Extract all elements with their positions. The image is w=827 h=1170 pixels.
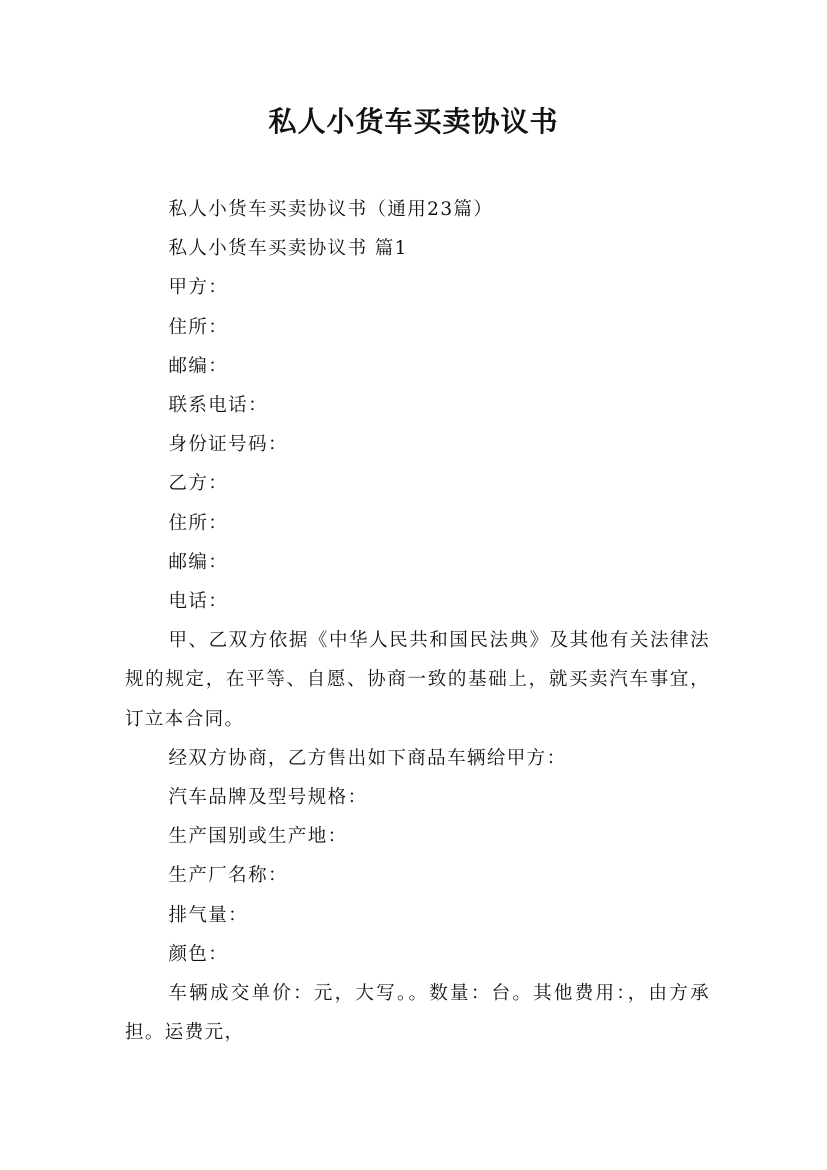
subtitle-line: 私人小货车买卖协议书（通用23篇） (168, 199, 494, 220)
party-b-address-field: 住所： (168, 512, 229, 534)
party-b-phone-field: 电话： (168, 591, 229, 613)
party-a-address-field: 住所： (168, 316, 229, 338)
manufacturer-field: 生产厂名称： (168, 865, 288, 887)
vehicle-brand-field: 汽车品牌及型号规格： (168, 787, 368, 809)
party-a-label: 甲方： (168, 277, 229, 299)
party-b-postcode-field: 邮编： (168, 551, 229, 573)
price-terms-paragraph: 车辆成交单价：元，大写。。数量：台。其他费用：，由方承担。运费元， (125, 983, 710, 1044)
party-a-postcode-field: 邮编： (168, 355, 229, 377)
document-title: 私人小货车买卖协议书 (268, 105, 559, 138)
party-a-id-number-field: 身份证号码： (168, 434, 288, 456)
section-heading: 私人小货车买卖协议书 篇1 (168, 238, 408, 260)
displacement-field: 排气量： (168, 904, 249, 926)
sale-statement: 经双方协商，乙方售出如下商品车辆给甲方： (168, 747, 567, 769)
document-body (125, 190, 710, 1052)
color-field: 颜色： (168, 943, 229, 965)
preamble-paragraph: 甲、乙双方依据《中华人民共和国民法典》及其他有关法律法规的规定，在平等、自愿、协商一致的基础上，就买卖汽车事宜，订立本合同。 (125, 630, 710, 730)
origin-country-field: 生产国别或生产地： (168, 826, 348, 848)
party-a-phone-field: 联系电话： (168, 395, 268, 417)
party-b-label: 乙方： (168, 473, 229, 495)
